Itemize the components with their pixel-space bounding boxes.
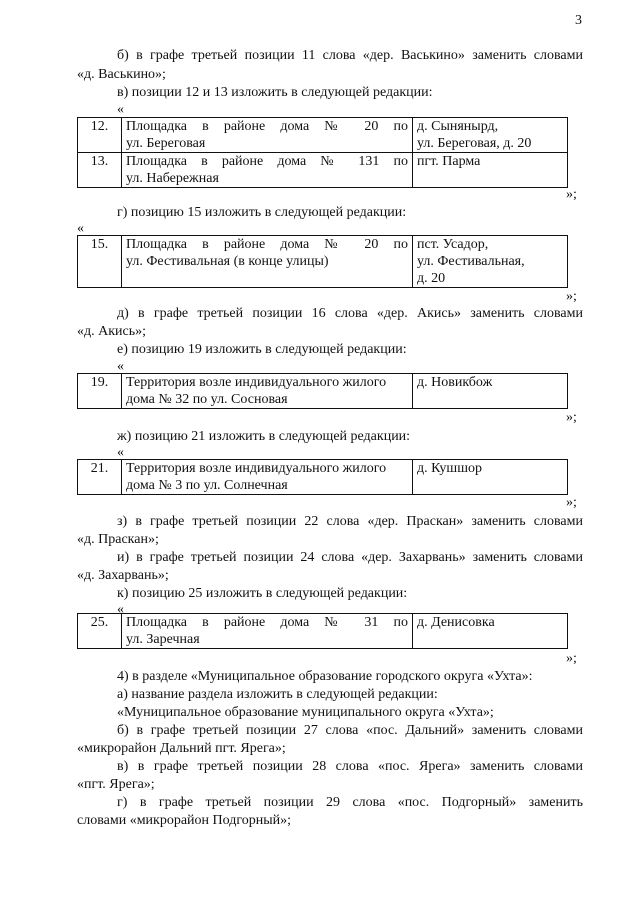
table-row bbox=[78, 614, 568, 649]
quote-close: »; bbox=[566, 495, 577, 510]
positions-table-21 bbox=[77, 459, 568, 495]
paragraph-line: в) позиции 12 и 13 изложить в следующей редакции: bbox=[117, 85, 433, 100]
table-row bbox=[78, 118, 568, 153]
quote-close: »; bbox=[566, 289, 577, 304]
row-place: д. Кушшор bbox=[413, 460, 568, 495]
row-number: 15. bbox=[78, 236, 122, 288]
quote-open: « bbox=[117, 359, 124, 374]
row-description: Площадка в районе дома № 31 по ул. Заречная bbox=[122, 614, 413, 649]
positions-table-15 bbox=[77, 235, 568, 288]
table-row bbox=[78, 153, 568, 188]
paragraph-line: а) название раздела изложить в следующей редакции: bbox=[117, 687, 438, 702]
row-place: пгт. Парма bbox=[413, 153, 568, 188]
paragraph-line: г) в графе третьей позиции 29 слова «пос. Подгорный» заменить bbox=[117, 795, 583, 810]
paragraph-line: ж) позицию 21 изложить в следующей редакции: bbox=[117, 429, 411, 444]
table-row bbox=[78, 236, 568, 288]
quote-close: »; bbox=[566, 651, 577, 666]
row-number: 25. bbox=[78, 614, 122, 649]
row-description: Площадка в районе дома № 131 по ул. Набережная bbox=[122, 153, 413, 188]
paragraph-line: «д. Захарвань»; bbox=[77, 568, 169, 583]
row-number: 19. bbox=[78, 374, 122, 409]
page-number: 3 bbox=[575, 13, 582, 28]
row-place: д. Сынянырд, ул. Береговая, д. 20 bbox=[413, 118, 568, 153]
table-row bbox=[78, 460, 568, 495]
row-description: Площадка в районе дома № 20 по ул. Фестивальная (в конце улицы) bbox=[122, 236, 413, 288]
row-place: д. Денисовка bbox=[413, 614, 568, 649]
paragraph-line: д) в графе третьей позиции 16 слова «дер. Акись» заменить словами bbox=[117, 306, 583, 321]
paragraph-line: «д. Праскан»; bbox=[77, 532, 159, 547]
paragraph-line: б) в графе третьей позиции 27 слова «пос. Дальний» заменить словами bbox=[117, 723, 583, 738]
row-number: 13. bbox=[78, 153, 122, 188]
row-description: Площадка в районе дома № 20 по ул. Береговая bbox=[122, 118, 413, 153]
quote-open: « bbox=[77, 221, 84, 236]
paragraph-line: «д. Васькино»; bbox=[77, 67, 166, 82]
paragraph-line: в) в графе третьей позиции 28 слова «пос. Ярега» заменить словами bbox=[117, 759, 583, 774]
row-place: д. Новикбож bbox=[413, 374, 568, 409]
row-description: Территория возле индивидуального жилого дома № 32 по ул. Сосновая bbox=[122, 374, 413, 409]
paragraph-line: е) позицию 19 изложить в следующей редакции: bbox=[117, 342, 407, 357]
row-number: 12. bbox=[78, 118, 122, 153]
paragraph-line: б) в графе третьей позиции 11 слова «дер. Васькино» заменить словами bbox=[117, 48, 583, 63]
quote-open: « bbox=[117, 445, 124, 460]
positions-table-19 bbox=[77, 373, 568, 409]
paragraph-line: «д. Акись»; bbox=[77, 324, 147, 339]
quote-open: « bbox=[117, 602, 124, 617]
row-place: пст. Усадор, ул. Фестивальная, д. 20 bbox=[413, 236, 568, 288]
row-description: Территория возле индивидуального жилого дома № 3 по ул. Солнечная bbox=[122, 460, 413, 495]
row-number: 21. bbox=[78, 460, 122, 495]
quote-open: « bbox=[117, 102, 124, 117]
quote-close: »; bbox=[566, 410, 577, 425]
paragraph-line: 4) в разделе «Муниципальное образование городского округа «Ухта»: bbox=[117, 669, 533, 684]
paragraph-line: «пгт. Ярега»; bbox=[77, 777, 155, 792]
paragraph-line: словами «микрорайон Подгорный»; bbox=[77, 813, 292, 828]
positions-table-12-13 bbox=[77, 117, 568, 188]
paragraph-line: «микрорайон Дальний пгт. Ярега»; bbox=[77, 741, 286, 756]
paragraph-line: «Муниципальное образование муниципального округа «Ухта»; bbox=[117, 705, 494, 720]
paragraph-line: к) позицию 25 изложить в следующей редакции: bbox=[117, 586, 408, 601]
paragraph-line: з) в графе третьей позиции 22 слова «дер. Праскан» заменить словами bbox=[117, 514, 583, 529]
table-row bbox=[78, 374, 568, 409]
quote-close: »; bbox=[566, 187, 577, 202]
paragraph-line: г) позицию 15 изложить в следующей редакции: bbox=[117, 205, 407, 220]
positions-table-25 bbox=[77, 613, 568, 649]
paragraph-line: и) в графе третьей позиции 24 слова «дер. Захарвань» заменить словами bbox=[117, 550, 583, 565]
